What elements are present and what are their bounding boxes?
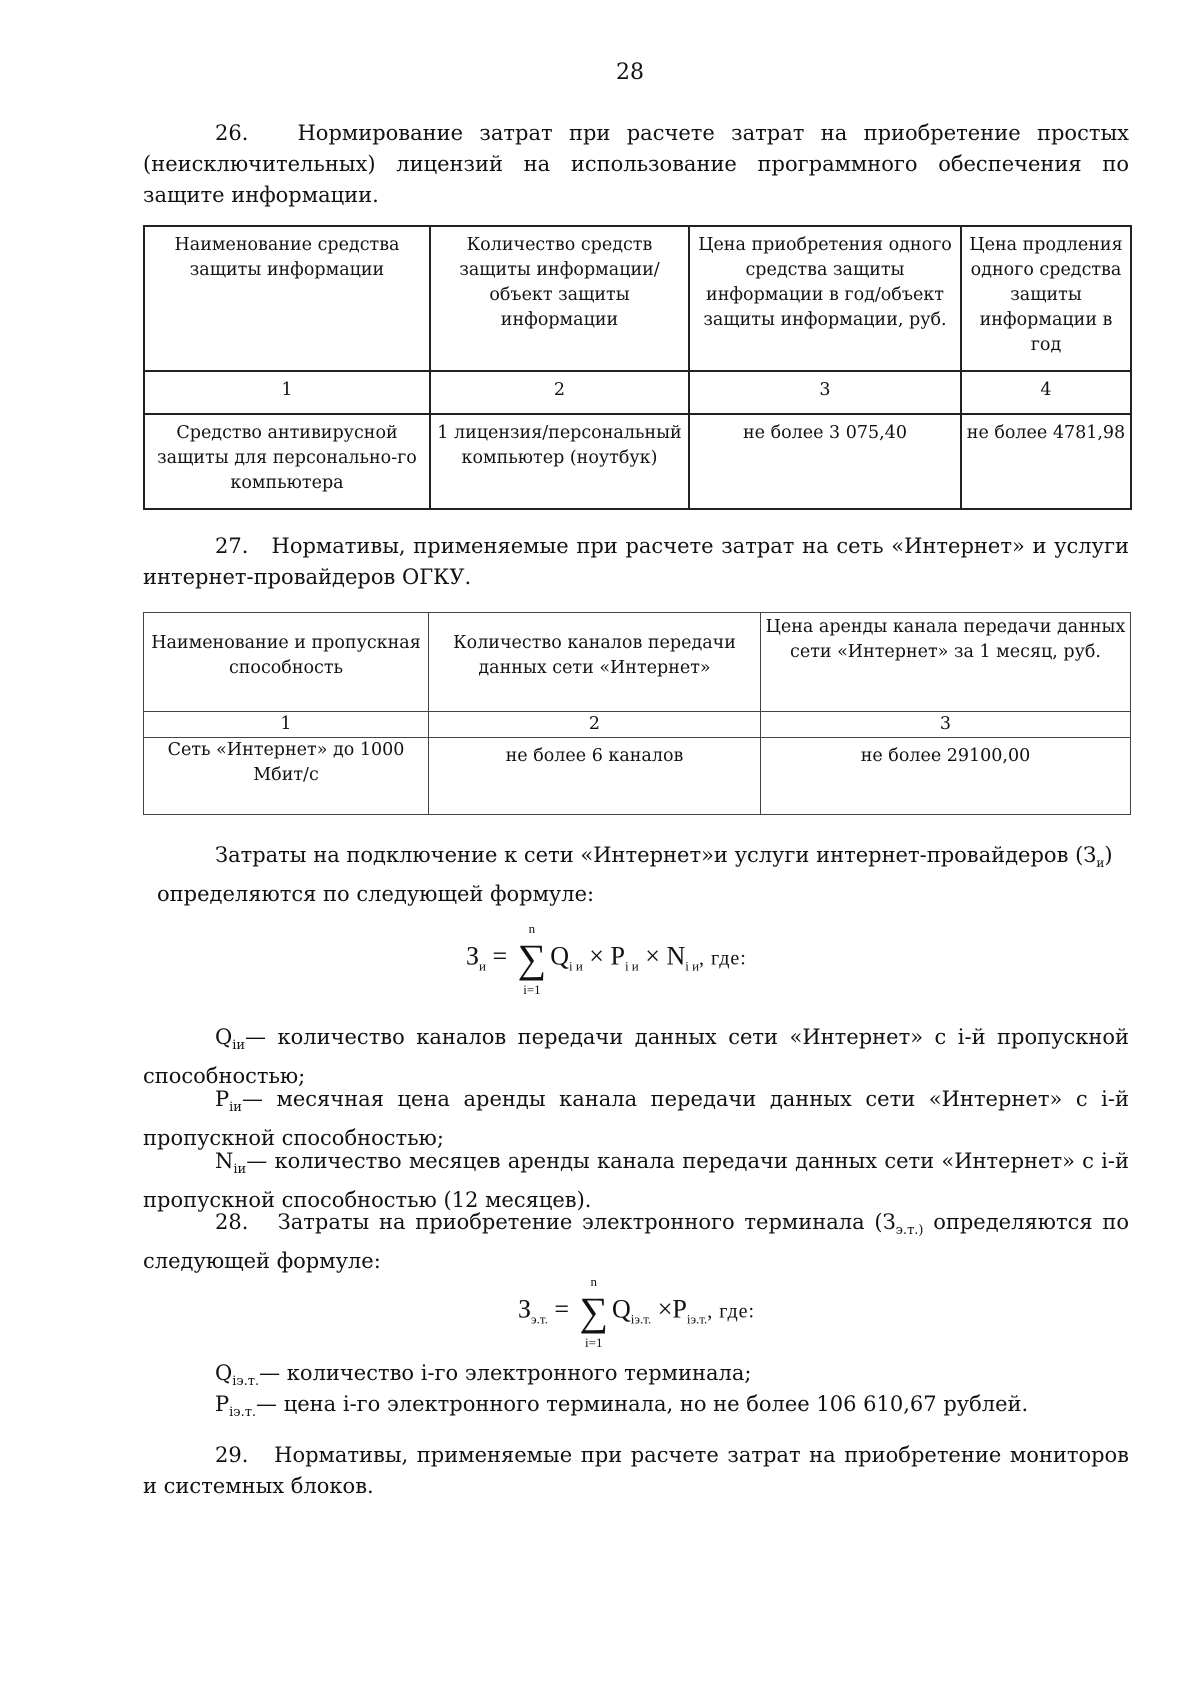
definition-q-terminal: $Q_{iэ.т.}—$ количество i-го электронного терминала; bbox=[215, 1361, 752, 1390]
table-column-number-row bbox=[144, 371, 1131, 414]
table-cell: Сеть «Интернет» до 1000 Мбит/с bbox=[144, 738, 429, 815]
sum-symbol: ∑ n i=1 bbox=[579, 1274, 609, 1350]
section-26-number: 26. bbox=[215, 121, 249, 145]
column-number: 3 bbox=[761, 712, 1131, 738]
internet-costs-formula: $З_и$ = ∑ n i=1 $Q_{i и} \times P_{i и} \times N_{i и}$, где: bbox=[466, 921, 747, 997]
table-cell: Средство антивирусной защиты для персонально-го компьютера bbox=[144, 414, 430, 509]
table-header-cell: Цена приобретения одного средства защиты информации в год/объект защиты информации, руб. bbox=[689, 226, 961, 371]
section-29-text: Нормативы, применяемые при расчете затрат на приобретение мониторов и системных блоков. bbox=[143, 1443, 1129, 1498]
table-header-cell: Наименование средства защиты информации bbox=[144, 226, 430, 371]
column-number: 4 bbox=[961, 371, 1131, 414]
table-header-row bbox=[144, 226, 1131, 371]
section-28-paragraph: 28. Затраты на приобретение электронного терминала ($З_{э.т.)}$ определяются по следующей формуле: bbox=[143, 1210, 1129, 1274]
section-28-number: 28. bbox=[215, 1210, 249, 1234]
table-header-row bbox=[144, 613, 1131, 712]
section-29-number: 29. bbox=[215, 1443, 249, 1467]
column-number: 2 bbox=[429, 712, 761, 738]
definition-p-terminal: $P_{iэ.т.}—$ цена i-го электронного терминала, но не более 106 610,67 рублей. bbox=[215, 1392, 1029, 1421]
section-26-paragraph bbox=[143, 118, 1129, 211]
definition-q: $Q_{iи}—$ количество каналов передачи данных сети «Интернет» с i-й пропускной способностью; bbox=[143, 1025, 1129, 1089]
section-29-paragraph bbox=[143, 1440, 1129, 1502]
sum-symbol: ∑ n i=1 bbox=[517, 921, 547, 997]
table-cell: не более 3 075,40 bbox=[689, 414, 961, 509]
terminal-costs-formula: $З_{э.т.}$ = ∑ n i=1 $Q_{iэ.т.} \times P_{iэ.т.}$, где: bbox=[518, 1274, 756, 1350]
section-27-paragraph bbox=[143, 531, 1129, 593]
table-cell: не более 29100,00 bbox=[761, 738, 1131, 815]
table-header-cell: Цена продления одного средства защиты информации в год bbox=[961, 226, 1131, 371]
column-number: 1 bbox=[144, 712, 429, 738]
table-header-cell: Цена аренды канала передачи данных сети «Интернет» за 1 месяц, руб. bbox=[761, 613, 1131, 712]
definition-n: $N_{iи}—$ количество месяцев аренды канала передачи данных сети «Интернет» с i-й пропускной способностью (12 месяцев). bbox=[143, 1149, 1129, 1213]
page-number: 28 bbox=[616, 60, 644, 85]
table-cell: не более 4781,98 bbox=[961, 414, 1131, 509]
table-cell: 1 лицензия/персональный компьютер (ноутбук) bbox=[430, 414, 689, 509]
column-number: 2 bbox=[430, 371, 689, 414]
section-27-text: Нормативы, применяемые при расчете затрат на сеть «Интернет» и услуги интернет-провайдеров ОГКУ. bbox=[143, 534, 1129, 589]
table-column-number-row bbox=[144, 712, 1131, 738]
table-row bbox=[144, 738, 1131, 815]
table-row bbox=[144, 414, 1131, 509]
license-costs-table bbox=[143, 225, 1132, 510]
table-cell: не более 6 каналов bbox=[429, 738, 761, 815]
column-number: 1 bbox=[144, 371, 430, 414]
table-header-cell: Наименование и пропускная способность bbox=[144, 613, 429, 712]
section-27-number: 27. bbox=[215, 534, 249, 558]
section-26-text: Нормирование затрат при расчете затрат на приобретение простых (неисключительных) лицензий на использование программного обеспечения по защите информации. bbox=[143, 121, 1130, 207]
table-header-cell: Количество каналов передачи данных сети «Интернет» bbox=[429, 613, 761, 712]
table-header-cell: Количество средств защиты информации/объект защиты информации bbox=[430, 226, 689, 371]
column-number: 3 bbox=[689, 371, 961, 414]
internet-costs-table bbox=[143, 612, 1131, 815]
definition-p: $P_{iи}—$ месячная цена аренды канала передачи данных сети «Интернет» с i-й пропускной способностью; bbox=[143, 1087, 1129, 1151]
internet-costs-intro: Затраты на подключение к сети «Интернет»и услуги интернет-провайдеров $(З_и)$ определяются по следующей формуле: bbox=[157, 843, 1113, 907]
